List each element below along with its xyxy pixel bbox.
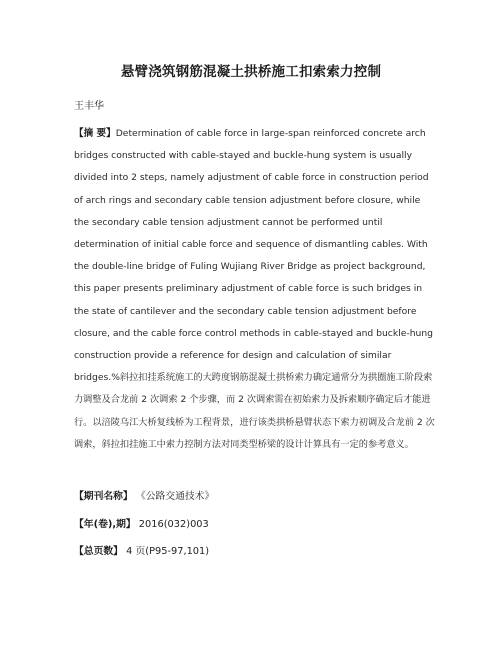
year-volume-issue-value: 2016(032)003: [138, 519, 209, 530]
journal-name-label: 【期刊名称】: [74, 491, 133, 502]
year-volume-issue-row: [74, 516, 209, 530]
journal-name-row: [74, 488, 214, 502]
page-count-value: 4 页(P95-97,101): [126, 546, 210, 557]
abstract-chinese: %斜拉扣挂系统施工的大跨度钢筋混凝土拱桥索力确定通常分为拱圈施工阶段索力调整及合龙前 2 次调索 2 个步骤，而 2 次调索需在初始索力及拆索顺序确定后才能进行。以涪陵乌江大桥复线桥为工程背景，进行该类拱桥悬臂状态下索力初调及合龙前 2 次调索，斜拉扣挂施工中索力控制方法对同类型桥梁的设计计算具有一定的参考意义。: [74, 372, 435, 450]
journal-name-value: 《公路交通技术》: [135, 491, 215, 502]
year-volume-issue-label: 【年(卷),期】: [74, 519, 136, 530]
author-name: 王丰华: [74, 101, 104, 112]
document-title: 悬臂浇筑钢筋混凝土拱桥施工扣索索力控制: [120, 64, 382, 80]
abstract-block: [74, 123, 436, 456]
abstract-english: Determination of cable force in large-span reinforced concrete arch bridges constructed with cable-stayed and buckle-hung system is usually divided into 2 steps, namely adjustment of cable force in construction period of arch rings and secondary cable tension adjustment before closure, while the secondary cable tension adjustment cannot be performed until determination of initial cable force and sequence of dismantling cables. With the double-line bridge of Fuling Wujiang River Bridge as project background, this paper presents preliminary adjustment of cable force is such bridges in the state of cantilever and the secondary cable tension adjustment before closure, and the cable force control methods in cable-stayed and buckle-hung construction provide a reference for design and calculation of similar bridges.: [74, 128, 433, 384]
page-count-row: [74, 543, 209, 557]
abstract-label: 【摘 要】: [74, 128, 116, 139]
page-count-label: 【总页数】: [74, 546, 123, 557]
